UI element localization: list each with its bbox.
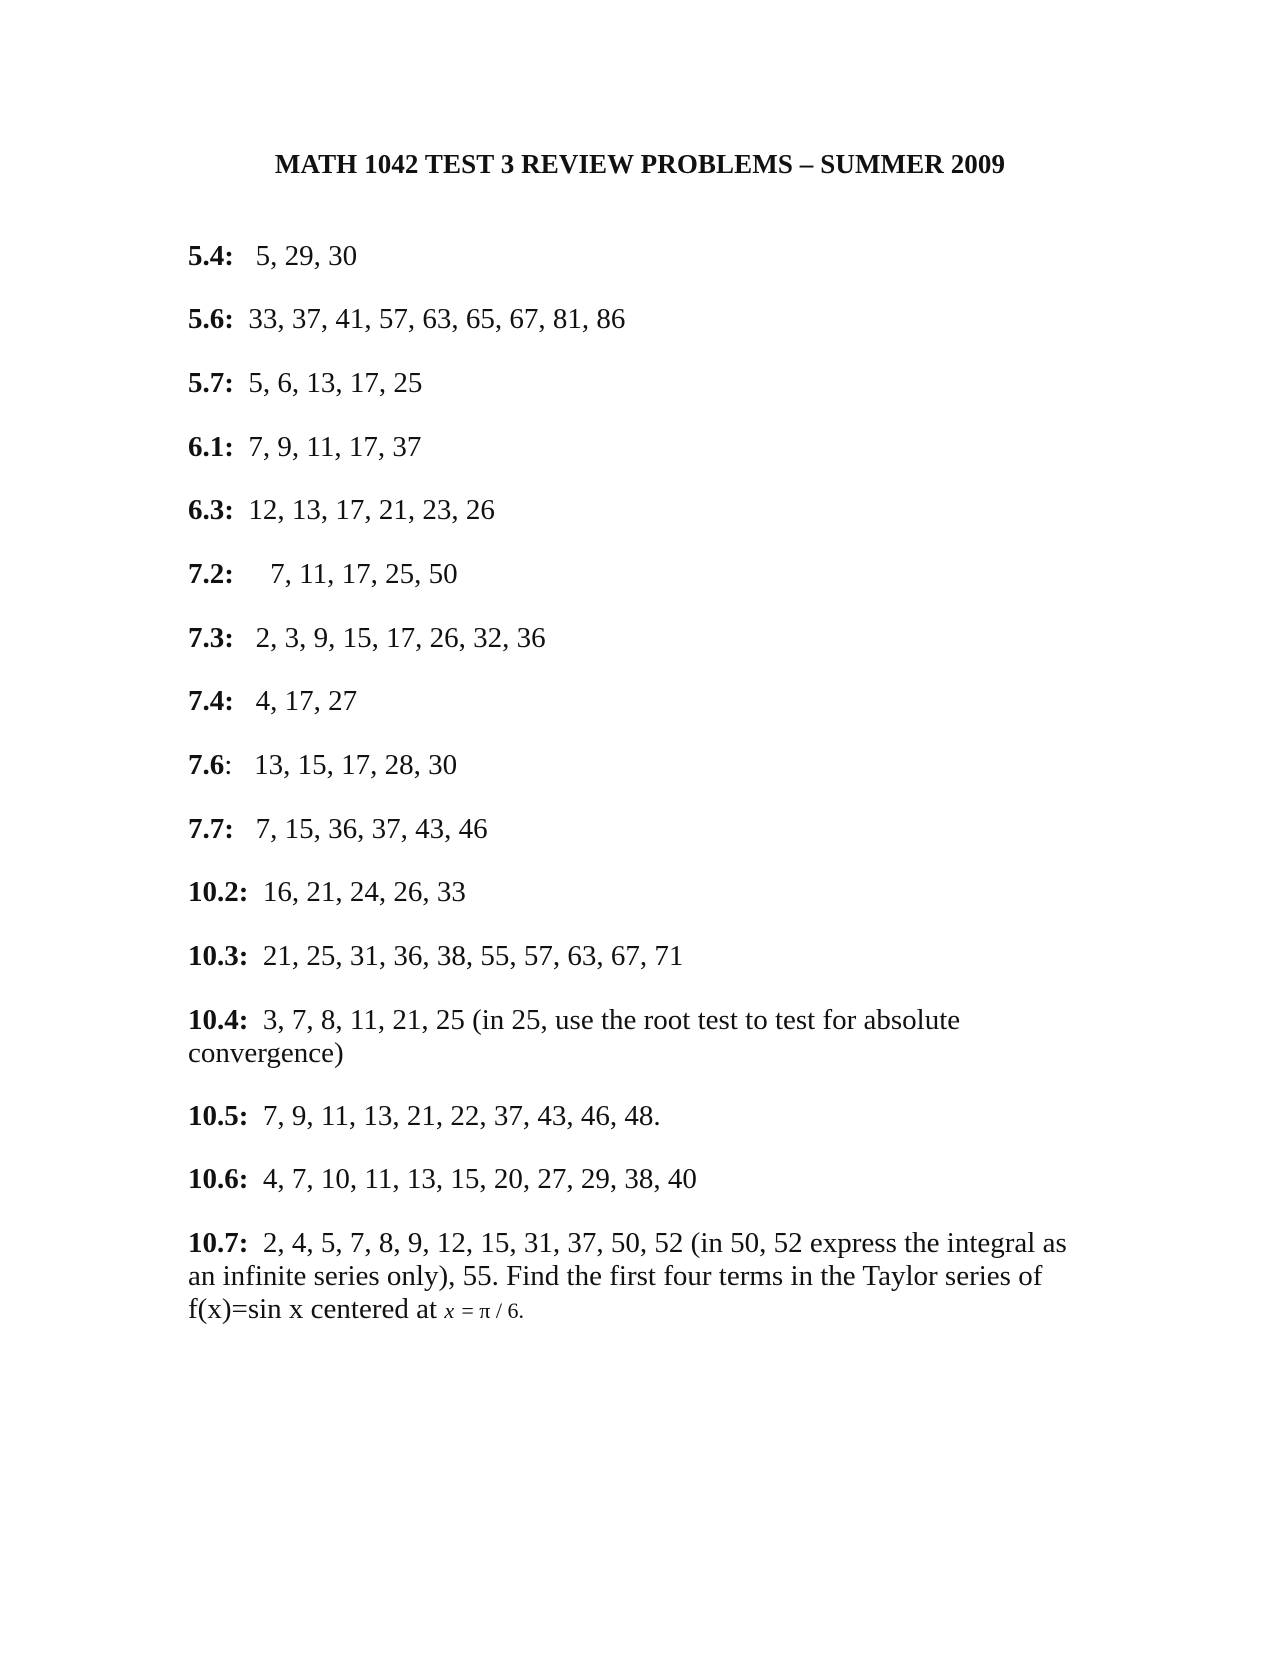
section-label: 6.3: [188,494,234,526]
section-7-2 [188,558,1088,591]
section-7-7 [188,813,1088,846]
section-10-7 [188,1227,1088,1327]
section-label: 7.7: [188,813,234,845]
section-label: 10.7: [188,1227,249,1259]
section-problems: 3, 7, 8, 11, 21, 25 (in 25, use the root test to test for absolute convergence) [188,1004,961,1069]
page-title: MATH 1042 TEST 3 REVIEW PROBLEMS – SUMMER 2009 [274,149,1006,179]
section-7-3 [188,622,1088,655]
section-problems: 4, 7, 10, 11, 13, 15, 20, 27, 29, 38, 40 [262,1163,697,1195]
section-label: 5.7: [188,367,234,399]
section-label: 10.5: [188,1100,249,1132]
section-problems: 7, 15, 36, 37, 43, 46 [255,813,488,845]
section-5-7 [188,367,1088,400]
section-10-6 [188,1163,1088,1196]
section-problems: 7, 9, 11, 13, 21, 22, 37, 43, 46, 48. [262,1100,661,1132]
section-7-6 [188,749,1088,782]
section-10-4 [188,1004,1088,1070]
section-6-1 [188,431,1088,464]
section-problems: 13, 15, 17, 28, 30 [254,749,458,781]
section-label: 5.6: [188,303,234,335]
section-label: 7.3: [188,622,234,654]
section-5-6 [188,303,1088,336]
section-problems: 5, 29, 30 [255,240,358,272]
section-10-3 [188,940,1088,973]
section-10-2 [188,876,1088,909]
section-label: 6.1: [188,431,234,463]
section-label: 7.4: [188,685,234,717]
section-label-colon: : [224,749,233,781]
section-problems: 33, 37, 41, 57, 63, 65, 67, 81, 86 [248,303,626,335]
section-label: 10.3: [188,940,249,972]
section-problems: 7, 9, 11, 17, 37 [248,431,422,463]
section-label: 7.6 [188,749,225,781]
section-problems: 2, 3, 9, 15, 17, 26, 32, 36 [255,622,546,654]
section-problems: 7, 11, 17, 25, 50 [270,558,458,590]
section-problems: 16, 21, 24, 26, 33 [262,876,466,908]
section-10-5 [188,1100,1088,1133]
section-label: 10.6: [188,1163,249,1195]
math-expression: = π / 6 [461,1298,519,1323]
math-end: . [518,1298,524,1323]
section-problems: 4, 17, 27 [255,685,358,717]
section-problems: 12, 13, 17, 21, 23, 26 [248,494,495,526]
math-variable: x [444,1298,455,1323]
section-problems: 5, 6, 13, 17, 25 [248,367,423,399]
section-7-4 [188,685,1088,718]
section-label: 10.4: [188,1004,249,1036]
section-label: 7.2: [188,558,234,590]
section-problems: 21, 25, 31, 36, 38, 55, 57, 63, 67, 71 [262,940,684,972]
section-5-4 [188,240,1088,273]
section-problems: 2, 4, 5, 7, 8, 9, 12, 15, 31, 37, 50, 52 (in 50, 52 express the integral as an infinite series only), 55. Find the first four terms in the Taylor series of f(x)=sin x centered at [188,1227,1067,1325]
section-label: 10.2: [188,876,249,908]
section-6-3 [188,494,1088,527]
section-label: 5.4: [188,240,234,272]
